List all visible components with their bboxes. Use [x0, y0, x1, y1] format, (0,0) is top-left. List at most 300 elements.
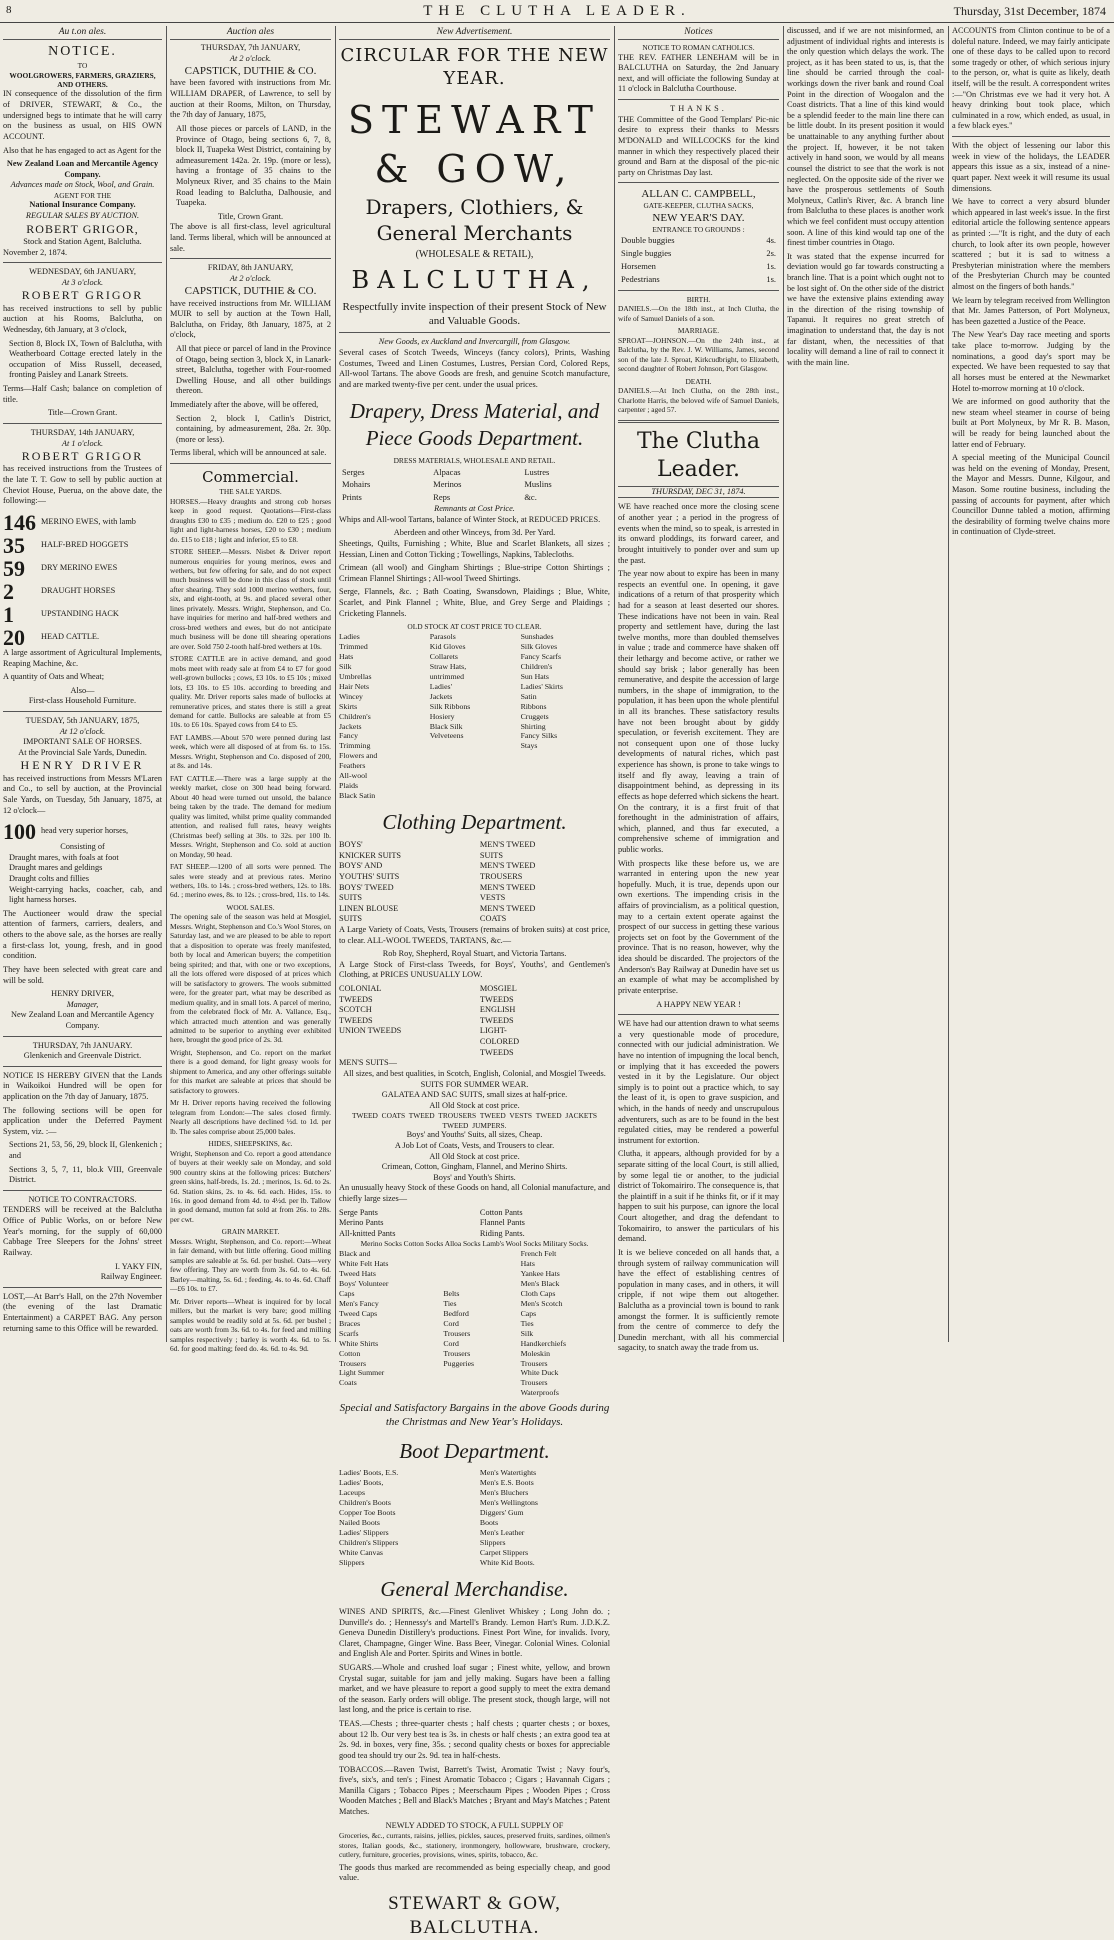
fee-value: 2s.: [766, 248, 776, 259]
dress-item: Merinos: [433, 479, 462, 490]
lot-label: MERINO EWES, with lamb: [41, 516, 136, 526]
list-column: [339, 840, 469, 925]
list-column: [339, 1208, 469, 1240]
lot-label: head very superior horses,: [41, 826, 129, 836]
column-rule: [335, 26, 336, 1342]
notice-addressees: WOOLGROWERS, FARMERS, GRAZIERS, AND OTHERS.: [9, 70, 156, 89]
gatekeeper-role: GATE-KEEPER, CLUTHA SACKS,: [643, 201, 754, 211]
list-item: Parasols: [429, 631, 456, 641]
list-item: White Shirts: [339, 1338, 379, 1348]
merchandise-line: Groceries, &c., currants, raisins, jellies, pickles, sauces, preserved fruits, sardines, oilmen's stores, Italian goods, &c., stationery, ironmongery, hollowware, brushware, crockery, cutlery, furniture, groceries, provisions, wines, spirits, tobacco, &c.: [339, 1831, 610, 1860]
death-heading: DEATH.: [685, 376, 712, 386]
birth-notice: DANIELS.—On the 18th inst., at Inch Clutha, the wife of Samuel Daniels of a son.: [618, 304, 779, 323]
list-column: [430, 632, 519, 801]
list-item: Cord Trousers: [443, 1338, 471, 1358]
list-item: Straw Hats, untrimmed: [429, 661, 467, 681]
list-item: Scarfs: [339, 1328, 359, 1338]
list-item: BOYS' AND YOUTHS' SUITS: [339, 861, 400, 881]
list-item: Ladies' Boots, E.S.: [339, 1468, 399, 1478]
commercial-subheading: WOOL SALES.: [226, 902, 275, 912]
insurance-name: National Insurance Company.: [29, 200, 136, 210]
list-item: Flowers and Feathers: [339, 751, 378, 771]
commercial-subheading: GRAIN MARKET.: [221, 1227, 280, 1237]
list-item: Moleskin Trousers: [520, 1348, 551, 1368]
list-item: Serge Pants: [339, 1207, 378, 1217]
dress-item: Alpacas: [433, 466, 461, 477]
column-heading: Notices: [618, 26, 779, 40]
ad-invitation: Respectfully invite inspection of their present Stock of New and Valuable Goods.: [342, 301, 607, 328]
lot-row: [3, 556, 162, 579]
editorial-masthead: The Clutha Leader.: [636, 428, 761, 482]
auctioneer-name: CAPSTICK, DUTHIE & CO.: [184, 285, 317, 298]
list-item: Cruggets Shirting: [520, 711, 549, 731]
list-item: Silk Gloves: [520, 641, 558, 651]
list-item: MEN'S TWEED TROUSERS: [479, 861, 536, 881]
ad-firm-name: STEWART & GOW,: [347, 98, 601, 191]
list-item: Men's Leather Slippers: [479, 1528, 525, 1548]
signature-company: New Zealand Loan and Mercantile Agency Company.: [10, 1010, 155, 1030]
column-heading: Auction ales: [170, 26, 331, 40]
lot-number: 1: [3, 601, 14, 627]
notice-paragraph: IN consequence of the dissolution of the firm of DRIVER, STEWART, & Co., the undersigned begs to intimate that he will carry on the business as usual, on HIS OWN ACCOUNT.: [3, 89, 162, 141]
list-item: MEN'S TWEED VESTS: [479, 882, 536, 903]
auctioneer-name: CAPSTICK, DUTHIE & CO.: [184, 65, 317, 78]
fee-label: Double buggies: [621, 235, 675, 246]
list-item: Children's Sun Hats: [520, 661, 553, 681]
sale-list: Draught mares, with foals at foot Draught mares and geldings Draught colts and fillies Weight-carrying hacks, coacher, cab, and light harness horses.: [9, 852, 162, 905]
list-item: White Kid Boots.: [479, 1558, 535, 1568]
ad-line: TWEED COATS TWEED TROUSERS TWEED VESTS TWEED JACKETS TWEED JUMPERS.: [351, 1111, 598, 1130]
sale-lot: All those pieces or parcels of LAND, in the Province of Otago, being sections 6, 7, 8, block II, Tuapeka West District, containing by admeasurement 142a. 2r. 19p. (more or less), having a frontage of 35 chains to the Molyneux River, and 35 chains to the Main Road leading to Balclutha, Dalhousie, and Tuapeka.: [176, 123, 331, 208]
list-item: COLONIAL TWEEDS: [339, 984, 382, 1004]
market-report: FAT SHEEP.—1200 of all sorts were penned. The sales were steady and at previous rates. Merino wethers, 10s. to 14s. ; cross-bred wethers, 12s. to 18s. 6d. ; merino ewes, 8s. to 12s. ; cross-bred, 11s. to 14s.: [170, 862, 331, 900]
dress-item: Reps: [433, 492, 451, 503]
ad-line: Boys' and Youth's Shirts.: [433, 1172, 516, 1182]
list-item: Silk Handkerchiefs: [520, 1328, 567, 1348]
sale-text: Immediately after the above, will be offered,: [170, 399, 319, 409]
dress-item: Lustres: [524, 466, 550, 477]
fee-value: 1s.: [766, 261, 776, 272]
also-line: A large assortment of Agricultural Implements, Reaping Machine, &c.: [3, 647, 162, 668]
table-row: [618, 260, 779, 273]
newly-added: NEWLY ADDED TO STOCK, A FULL SUPPLY OF: [385, 1820, 564, 1830]
news-paragraph: We learn by telegram received from Wellington that Mr. James Patterson, of Port Molyneux, has been gazetted a Justice of the Peace.: [952, 295, 1110, 326]
merchandise-line: TEAS.—Chests ; three-quarter chests ; half chests ; quarter chests ; or boxes, about 12 lb. Our very best tea is 3s. in chests or half chests ; an extra good tea at 2s. 9d. in boxes, very fine, 35s. ; second quality chests or boxes for appreciable good tea should try our 2s. 9d. tea in half-chests.: [339, 1719, 610, 1760]
editorial-paragraph: WE have had our attention drawn to what seems a very questionable mode of procedure, connected with our judicial administration. We have no intention of impugning the local bench, or implying that it has exceeded the powers vested in it by the Legislature. Our object simply is to point out a practice which, to say the least of it, is open to grave suspicion, and which, in the hands of needy and unscrupulous adventurers, such as are to be found in the best regulated cities, may be rendered a powerful instrument for extortion.: [618, 1019, 779, 1145]
auctioneer-name: ROBERT GRIGOR: [21, 449, 144, 464]
news-paragraph: We have to correct a very absurd blunder which appeared in last week's issue. In the first editorial article the following sentence appears as printed :—"It is right, and the duty of each church, to look after its own people, however scattered ; but it is sad to witness a Presbyterian ministration where the members of the Presbyterian Church may be counted almost on the fingers of both hands.": [952, 197, 1110, 292]
list-column: [480, 1468, 610, 1568]
lot-row: [3, 533, 162, 556]
dress-item: Prints: [342, 492, 362, 503]
sale-terms: Terms—Half Cash; balance on completion of title.: [3, 384, 162, 404]
list-item: Carpet Slippers: [479, 1548, 529, 1558]
list-item: Velveteens: [429, 731, 464, 741]
editorial-paragraph: discussed, and if we are not misinformed, an adjustment of individual rights and interests is the only question which delays the work. The project, as it has been stated to us, is, that the line should be carried through the coal-workings down the river bank and round Coal Point in the direction of Woogalon and the Coast districts. That a line of this kind would be a splendid feeder to the main line there can be little doubt. In its present position it would be unattainable to any anything further about the project. If, however, it be not taken actively in hand soon, we would by all means counsel the district to see that the work is not neglected. On the opposite side of the river we have the prosperous settlements of South Molyneux, Catlin's River, &c. A branch line from Balclutha to these places is another work which we feel confident must occupy attention soon. A line of this kind would tap one of the finest timber countries in Otago.: [787, 26, 944, 248]
ad-line: Sheetings, Quilts, Furnishing ; White, Blue and Scarlet Blankets, all sizes ; Hessian, Linen and Cotton Ticking ; Towellings, Napkins, Tablecloths.: [339, 539, 610, 559]
general-merchandise-heading: General Merchandise.: [380, 1577, 569, 1602]
market-report: FAT CATTLE.—There was a large supply at the weekly market, close on 300 head being forward. About 40 head were turned out unsold, the balance being taken by the trade. The demand for medium quality was limited, whilst prime quality commanded attention, and realised full rates, heavy weights (Christmas beef) selling at 30s. to 32s. per 100 lb. Messrs. Wright, Stephenson and Co. sold at auction on Monday, 90 head.: [170, 773, 331, 859]
notice-paragraph: Also that he has engaged to act as Agent for the: [3, 145, 162, 155]
ad-intro: Several cases of Scotch Tweeds, Winceys (fancy colors), Prints, Washing Costumes, Tweed and Linen Costumes, Lustres, Persian Cord, Colored Reps, All-wool Tartans. The above Goods are fresh, and genuine Scotch manufacture, and are marked twenty-five per cent. under the usual prices.: [339, 347, 610, 389]
notice-text: THE REV. FATHER LENEHAM will be in BALCLUTHA on Saturday, the 2nd January next, and will officiate the following Sunday at 11 o'clock in Balclutha Courthouse.: [618, 52, 779, 94]
contractors-heading: NOTICE TO CONTRACTORS.: [28, 1194, 137, 1204]
list-item: Puggeries: [443, 1358, 475, 1368]
lot-number: 20: [3, 624, 25, 650]
list-item: Flannel Pants: [479, 1218, 525, 1228]
list-item: French Felt Hats: [520, 1248, 557, 1268]
remnants-line: Remnants at Cost Price.: [434, 504, 515, 514]
list-item: Sunshades: [520, 631, 554, 641]
fee-label: Horsemen: [621, 261, 656, 272]
list-item: Hosiery: [429, 711, 455, 721]
sale-date: THURSDAY, 7th JANUARY,: [200, 43, 301, 53]
list-item: Men's E.S. Boots: [479, 1478, 534, 1488]
sale-text: Glenkenich and Greenvale District.: [23, 1051, 142, 1061]
marriage-notice: SPROAT—JOHNSON.—On the 24th inst., at Balclutha, by the Rev. J. W. Williams, James, second son of the late J. Sproat, Kirkcudbright, to Elizabeth, second daughter of Robert Johnson, Port Glasgow.: [618, 335, 779, 374]
also-line: First-class Household Furniture.: [28, 696, 137, 706]
list-item: Belts: [443, 1288, 460, 1298]
list-item: Men's Bluchers: [479, 1488, 529, 1498]
list-item: Yankee Hats: [520, 1268, 560, 1278]
lot-number: 35: [3, 532, 25, 558]
ad-line: All Old Stock at cost price.: [429, 1100, 520, 1110]
notice-to: TO: [77, 61, 88, 71]
column-editorial-cont: [787, 26, 944, 1342]
ad-note: The goods thus marked are recommended as being especially cheap, and good value.: [339, 1862, 610, 1883]
lot-number: 100: [3, 818, 36, 844]
editorial-paragraph: The year now about to expire has been in many respects an eventful one. In opening, it gave indications of a return of that prosperity which had for a season at least deserted our shores. These indications have not been in vain. Real property and settlement have, during the last twelve months, more than doubled themselves in value ; trade and commerce have shaken off their lethargy and become active, or rather we should say brisk ; labor generally has been remunerative, and despite the accession of large numbers, in the shape of immigration, to the population, it has been upon the whole plentiful in all its branches. These satisfactory results have not been brought about by giddy speculation, or feverish excitement. They are not consequent upon one of those lucky developments of natural riches, which past experience has shown, is prone to take wings to itself and fly away, leaving a train of disappointment behind, as depressing in its effects as hope deferred which sickens the heart. On the contrary, it is a first fruit of that forethought in the administration of affairs, which, planned, and thus far executed, a comprehensive scheme of immigration and public works.: [618, 569, 779, 854]
ad-line: Rob Roy, Shepherd, Royal Stuart, and Victoria Tartans.: [382, 949, 567, 959]
sale-time: At 2 o'clock.: [229, 273, 272, 283]
editorial-date: THURSDAY, DEC 31, 1874.: [618, 486, 779, 499]
sale-date: TUESDAY, 5th JANUARY, 1875,: [25, 715, 140, 725]
list-item: Children's Jackets: [339, 711, 371, 731]
gatekeeper-name: ALLAN C. CAMPBELL,: [641, 188, 756, 201]
list-item: MOSGIEL TWEEDS: [479, 984, 517, 1004]
list-item: Copper Toe Boots: [339, 1508, 396, 1518]
editorial-paragraph: It is we believe conceded on all hands that, a through system of railway communication will have the effect of establishing centres of population in many cases, and in others, it will cripple, if not wipe them out altogether. Balclutha as a provincial town is bound to rank amongst the former. It is sufficiently remote from the centre of commerce to defy the Dunedin merchant, with all his commercial sagacity, to snatch away the trade from us.: [618, 1247, 779, 1353]
commercial-heading: Commercial.: [202, 468, 299, 487]
clothing-department-heading: Clothing Department.: [382, 810, 567, 835]
sale-text: has received instructions from the Trustees of the late T. T. Gow to sell by public auction at Cheviot House, Puerua, on the above date, the following:—: [3, 464, 162, 506]
commercial-subheading: HIDES, SHEEPSKINS, &c.: [208, 1139, 293, 1149]
column-rule: [783, 26, 784, 1342]
sale-lot: Section 2, block I, Catlin's District, containing, by admeasurement, 28a. 2r. 30p. (more or less).: [176, 413, 331, 444]
list-item: Black Silk: [429, 721, 463, 731]
tweeds-list: [339, 984, 610, 1058]
list-column: [339, 984, 469, 1058]
commercial-subheading: THE SALE YARDS.: [219, 487, 282, 497]
ad-wholesale: (WHOLESALE & RETAIL),: [415, 248, 534, 260]
market-report: Wright, Stephenson, and Co. report on the market there is a good demand, for light greasy wools for shipment to America, and any other offerings suitable for this market are saleable at prices that should be satisfactory to growers.: [170, 1047, 331, 1095]
editorial-paragraph: WE have reached once more the closing scene of another year ; a period in the progress of events when the mind, so to speak, is arrested in its onward ploddings, its forward career, and brought intuitively to ponder over and sum up the past.: [618, 502, 779, 565]
sale-place: At the Provincial Sale Yards, Dunedin.: [18, 747, 147, 757]
list-column: [521, 632, 610, 801]
clothing-suits-list: [339, 840, 610, 925]
signature-role: Manager,: [66, 999, 99, 1009]
sale-text: The above is all first-class, level agricultural land. Terms liberal, which will be announced at sale.: [170, 222, 331, 253]
sale-time: At 3 o'clock.: [61, 277, 104, 287]
list-item: Fancy Trimming: [339, 731, 371, 751]
ad-line: All Old Stock at cost price.: [429, 1151, 520, 1161]
list-item: LINEN BLOUSE SUITS: [339, 903, 399, 924]
ad-line: Boys' and Youths' Suits, all sizes, Cheap.: [406, 1130, 543, 1140]
auctioneer-name: HENRY DRIVER: [20, 758, 145, 773]
list-item: All-wool Plaids: [339, 771, 368, 791]
ad-line: All sizes, and best qualities, in Scotch, English, Colonial, and Mosgiel Tweeds.: [343, 1068, 606, 1078]
ad-circular-title: CIRCULAR FOR THE NEW YEAR.: [340, 45, 609, 90]
notice-heading: NOTICE.: [48, 44, 117, 60]
list-item: White Duck Trousers: [520, 1368, 559, 1388]
market-report: STORE CATTLE are in active demand, and good mobs meet with ready sale at from £4 to £7 for good well-grown bullocks ; cows, £3 10s. to £5 10s ; mixed lots, £3 10s. to £5 10s. according to breeding and quality. Mr. Driver reports sales made of bullocks at remunerative prices, and states there is still a great demand for cattle. Bullocks are saleable at from £5 10s. to £6 10s. Spayed cows from £4 to £5.: [170, 654, 331, 730]
list-item: Merino Pants: [339, 1218, 384, 1228]
lot-label: UPSTANDING HACK: [41, 608, 119, 618]
lot-row: [3, 579, 162, 602]
merchandise-line: SUGARS.—Whole and crushed loaf sugar ; Finest white, yellow, and brown Crystal sugar, suitable for jam and jelly making. Sugars have been a falling market, and we have pleasure to report a good supply to meet the extra demand of the season. Early orders will oblige. The present stock, though large, will not last long, and the price is certain to rise.: [339, 1663, 610, 1715]
ad-line: Crimean, Cotton, Gingham, Flannel, and Merino Shirts.: [381, 1162, 568, 1172]
signature: HENRY DRIVER,: [51, 989, 114, 999]
sale-text: have received instructions from Mr. WILLIAM MUIR to sell by auction at the Town Hall, Balclutha, on Friday, 8th January, 1875, at 2 o'clock,: [170, 298, 331, 340]
lot-number: 59: [3, 555, 25, 581]
list-column: [521, 1249, 610, 1399]
boots-list: [339, 1468, 610, 1568]
lot-row: [3, 602, 162, 625]
notice-date: November 2, 1874.: [3, 247, 68, 257]
lot-number: 146: [3, 509, 36, 535]
list-item: SCOTCH TWEEDS: [339, 1005, 373, 1025]
lot-label: DRAUGHT HORSES: [41, 585, 116, 595]
list-item: Ties: [443, 1298, 457, 1308]
dress-item: &c.: [524, 492, 537, 503]
list-item: Ladies Trimmed Hats: [339, 631, 368, 661]
ad-new-goods: New Goods, ex Auckland and Invercargill, from Glasgow.: [378, 337, 571, 347]
fee-value: 1s.: [766, 274, 776, 285]
lot-row: [3, 819, 162, 842]
ad-line: Serge, Flannels, &c. ; Bath Coating, Swansdown, Plaidings ; Blue, White, Scarlet, and Pink Flannel ; White, Blue, and Grey Serge and Plaidings ; Cricketing Flannels.: [339, 587, 610, 618]
dress-materials-heading: DRESS MATERIALS, WHOLESALE AND RETAIL.: [393, 456, 556, 466]
list-item: Children's Slippers: [339, 1538, 399, 1548]
list-item: Ladies' Slippers: [339, 1528, 389, 1538]
ad-town: BALCLUTHA,: [351, 266, 598, 295]
market-report: Mr H. Driver reports having received the following telegram from London:—The sales closed firmly. Nearly all descriptions have declined ½d. to 1d. per lb. The sales comprise about 25,000 bales.: [170, 1098, 331, 1136]
list-item: Cotton Trousers: [339, 1348, 367, 1368]
old-stock-list: [339, 632, 610, 801]
merchandise-line: TOBACCOS.—Raven Twist, Barrett's Twist, Aromatic Twist ; Navy four's, five's, six's, and ten's ; Finest Aromatic Tobacco ; Cigars ; Havannah Cigars ; Manilla Cigars ; Tobacco Pipes ; Meerschaum Pipes ; Wooden Pipes ; Cross Wooden Matches ; Bell and Black's Matches ; Bryant and May's Matches ; Patent Matches.: [339, 1764, 610, 1816]
lot-row: [3, 510, 162, 533]
ad-line: A Job Lot of Coats, Vests, and Trousers to clear.: [394, 1140, 555, 1150]
tenders-text: TENDERS will be received at the Balclutha Office of Public Works, on or before New Year's morning, for the supply of 60,000 Cabbage Tree Sleepers for the Johns' street Railway.: [3, 1205, 162, 1257]
list-item: Hair Nets: [339, 681, 370, 691]
sale-heading: IMPORTANT SALE OF HORSES.: [23, 737, 142, 747]
market-report: The opening sale of the season was held at Mosgiel, Messrs. Wright, Stephenson and Co.'s Wool Stores, on Saturday last, and we are pleased to be able to report that a disposition to operate was freely manifested, both by local and American buyers; the competition being spirited; and that, with one or two exceptions, all the lots offered were disposed of at prices which will be satisfactory to growers. The wools submitted were, for the greater part, what may be described as medium quality, and in small lots. A parcel of merino, from the celebrated flock of Mr. A. Vallance, Esq., which attracted much attention and was generally admitted to be superior to anything ever exhibited here, brought the good price of 2s. 3d.: [170, 912, 331, 1045]
list-item: Black Satin: [339, 791, 376, 801]
column-notices: [618, 26, 779, 1353]
list-item: Fancy Silks: [520, 731, 558, 741]
column-local-news: [952, 26, 1110, 1342]
list-item: Ladies' Boots, Laceups: [339, 1478, 384, 1498]
signature-role: Railway Engineer.: [100, 1272, 162, 1282]
also-line: Also—: [70, 685, 95, 695]
masthead: [0, 0, 1114, 23]
dress-item: Muslins: [524, 479, 552, 490]
pants-list: [339, 1208, 610, 1240]
land-notice: Sections 21, 53, 56, 29, block II, Glenkenich ; and: [9, 1140, 162, 1161]
land-notice: NOTICE IS HEREBY GIVEN that the Lands in Waikoikoi Hundred will be open for application on the 7th day of January, 1875.: [3, 1070, 162, 1101]
fee-label: Single buggies: [621, 248, 672, 259]
list-item: Collarets: [429, 651, 458, 661]
sale-title: Title—Crown Grant.: [47, 408, 118, 418]
lost-notice: LOST,—At Barr's Hall, on the 27th November (the evening of the last Dramatic Entertainment) a CARPET BAG. Any person returning same to this Office will be rewarded.: [3, 1291, 162, 1333]
list-item: Silk Umbrellas: [339, 661, 372, 681]
lot-label: HEAD CATTLE.: [41, 631, 100, 641]
list-item: Satin Ribbons: [520, 691, 547, 711]
list-item: BOYS' KNICKER SUITS: [339, 840, 401, 860]
ad-line: A Large Variety of Coats, Vests, Trousers (remains of broken suits) at cost price, to clear. ALL-WOOL TWEEDS, TARTANS, &c.—: [339, 925, 610, 945]
page-number: 8: [6, 4, 12, 16]
list-item: Bedford Cord Trousers: [443, 1308, 471, 1338]
dress-materials-table: [339, 466, 610, 505]
column-auctions-2: [170, 26, 331, 1353]
issue-date: Thursday, 31st December, 1874: [953, 4, 1106, 18]
ad-line: GALATEA AND SAC SUITS, small sizes at half-price.: [381, 1090, 568, 1100]
sale-text: has received instructions to sell by public auction at his Rooms, Balclutha, on Wednesday, 6th January, at 3 o'clock,: [3, 303, 162, 335]
list-item: Kid Gloves: [429, 641, 466, 651]
lot-row: [3, 625, 162, 648]
land-notice: Sections 3, 5, 7, 11, blo.k VIII, Greenvale District.: [9, 1164, 162, 1185]
column-auctions-1: [3, 26, 162, 1342]
dress-item: Serges: [342, 466, 365, 477]
sale-time: At 2 o'clock.: [229, 53, 272, 63]
fee-label: Pedestrians: [621, 274, 660, 285]
list-item: Men's Fancy Tweed Caps: [339, 1298, 379, 1318]
table-row: [618, 247, 779, 260]
list-item: Men's Wellingtons: [479, 1498, 538, 1508]
list-column: [480, 840, 610, 925]
column-advertisement: [339, 26, 610, 1939]
boot-department-heading: Boot Department.: [399, 1438, 550, 1463]
sale-lot: Section 8, Block IX, Town of Balclutha, with Weatherboard Cottage erected lately in the occupation of Miss Russell, deceased, fronting Paisley and Lanark Streets.: [9, 338, 162, 380]
editorial-paragraph: Clutha, it appears, although provided for by a separate sitting of the local Court, is still allied, by some legal tie or another, to the judicial district of Tokomairiro. The consequence is, that the plaintiff in a suit if he thinks fit, or if it may happen to suit his purpose, can ignore the local Court altogether, and drag the defendant to Tokomairiro, to answer the particulars of his demand.: [618, 1149, 779, 1244]
list-item: Waterproofs: [520, 1388, 559, 1398]
sale-time: At 1 o'clock.: [61, 438, 104, 448]
list-item: Silk Ribbons: [429, 701, 471, 711]
list-item: Tweed Hats: [339, 1268, 376, 1278]
sale-text: have been favored with instructions from Mr. WILLIAM DRAPER, of Lawrence, to sell by auction at their Rooms, Milton, on Thursday, the 7th day of January, 1875,: [170, 78, 331, 120]
table-row: [618, 273, 779, 286]
marriage-heading: MARRIAGE.: [677, 326, 720, 336]
sale-title: Title, Crown Grant.: [217, 211, 284, 221]
birth-heading: BIRTH.: [686, 294, 711, 304]
list-column: [480, 1208, 610, 1240]
regular-sales: REGULAR SALES BY AUCTION.: [25, 211, 140, 221]
agent-role: Stock and Station Agent, Balclutha.: [23, 237, 142, 246]
lot-label: HALF-BRED HOGGETS: [41, 539, 129, 549]
ad-firm-trade: Drapers, Clothiers, & General Merchants: [365, 195, 584, 246]
agent-for: AGENT FOR THE: [53, 190, 112, 200]
ad-line: Merino Socks Cotton Socks Alloa Socks Lamb's Wool Socks Military Socks.: [360, 1239, 589, 1249]
merchandise-line: WINES AND SPIRITS, &c.—Finest Glenlivet Whiskey ; Long John do. ; Dunville's do. ; Hennessy's and Martell's Brandy. Lemon Hart's Rum. J.D.K.Z. Geneva Dunedin Distillery's productions. Finest Port Wine, for invalids. Ivory, Claret, Champagne, Ginger Wine. Bass Beer, Vinegar. Colonial Wines. Colonial and English Ale and Porter. Spirits and Wines in bottle.: [339, 1606, 610, 1659]
sale-text: They have been selected with great care and will be sold.: [3, 964, 162, 985]
sale-time: At 12 o'clock.: [59, 726, 106, 736]
sale-terms: Terms liberal, which will be announced at sale.: [170, 448, 327, 458]
list-item: White Canvas Slippers: [339, 1548, 383, 1568]
special-bargains: Special and Satisfactory Bargains in the above Goods during the Christmas and New Year's Holidays.: [339, 1402, 610, 1429]
news-paragraph: The New Year's Day race meeting and sports take place to-morrow. Judging by the nominations, a good day's sport may be expected. We have been requested to say that all horses must be entered at the Newmarket Hotel to-morrow morning at 10 o'clock.: [952, 330, 1110, 393]
column-rule: [948, 26, 949, 1342]
land-notice: The following sections will be open for application under the Deferred Payment System, viz. :—: [3, 1105, 162, 1136]
ad-line: An unusually heavy Stock of these Goods on hand, all Colonial manufacture, and chiefly large sizes—: [339, 1183, 610, 1203]
list-item: Light Summer Coats: [339, 1368, 385, 1388]
list-item: Men's Black Cloth Caps: [520, 1278, 560, 1298]
list-item: MEN'S TWEED SUITS: [479, 840, 536, 860]
news-paragraph: We are informed on good authority that the new steam wheel steamer in course of being built at Port Molyneux, by Mr R. B. Mason, will be ready for being launched about the latter end of February.: [952, 397, 1110, 449]
news-paragraph: A special meeting of the Municipal Council was held on the evening of Monday, Present, the Mayor and Messrs. Dunne, Kilgour, and Mason. Some routine business, including the passing of accounts for payment, after which Councillor Dunne tabled a motion, affirming the desirability of forming twelve chains more in continuation of Clyde-street.: [952, 453, 1110, 537]
hats-list: [339, 1249, 610, 1399]
list-item: Nailed Boots: [339, 1518, 380, 1528]
column-rule: [614, 26, 615, 1342]
newspaper-title: THE CLUTHA LEADER.: [423, 3, 691, 19]
list-item: BOYS' TWEED SUITS: [339, 882, 394, 903]
list-item: Riding Pants.: [479, 1228, 525, 1238]
ad-line: SUITS FOR SUMMER WEAR.: [420, 1079, 529, 1089]
column-heading: New Advertisement.: [339, 26, 610, 40]
editorial-paragraph: It was stated that the expense incurred for deviation would go far towards constructing a branch line. That is a point which ought not to be lost sight of. On the other side of the district we have the extensive plains extending away in the direction of the rising township of Tapanui. It requires no great stretch of imagination to understand that, the day is not far distant, when, the necessities of that locality will demand a line of rail to connect it with the main line.: [787, 251, 944, 367]
death-notice: DANIELS.—At Inch Clutha, on the 28th inst., Charlotte Harris, the beloved wife of Samuel Daniels, carpenter ; aged 57.: [618, 386, 779, 415]
list-item: Children's Boots: [339, 1498, 391, 1508]
list-item: Ladies' Skirts: [520, 681, 563, 691]
auctioneer-name: ROBERT GRIGOR: [21, 288, 144, 303]
ad-line: Whips and All-wool Tartans, balance of Winter Stock, at REDUCED PRICES.: [339, 514, 601, 524]
list-item: Ladies' Jackets: [429, 681, 453, 701]
lot-number: 2: [3, 578, 14, 604]
sale-lot: All that piece or parcel of land in the Province of Otago, being section 3, block X, in Lanark-street, Balclutha, together with Four-roomed Dwelling House, and all other buildings thereon.: [176, 343, 331, 396]
list-item: MEN'S TWEED COATS: [479, 903, 536, 924]
list-column: [339, 1468, 469, 1568]
sale-date: FRIDAY, 8th JANUARY,: [207, 263, 294, 273]
signature: I. YAKY FIN,: [115, 1261, 162, 1271]
list-column: [339, 1249, 442, 1399]
sale-text: has received instructions from Messrs M'Laren and Co., to sell by auction, at the Provincial Sale Yards, on Tuesday, 5th January, 1875, at 12 o'clock—: [3, 773, 162, 815]
table-row: [618, 234, 779, 247]
list-item: Ties: [520, 1318, 534, 1328]
list-item: Stays: [520, 741, 538, 751]
agent-name: ROBERT GRIGOR,: [26, 221, 139, 236]
sale-date: THURSDAY, 14th JANUARY,: [30, 427, 135, 437]
market-report: Wright, Stephenson and Co. report a good attendance of buyers at their weekly sale on Monday, and sold 900 country skins at the following prices: Butchers' green skins, half-breds, 1s. 2d. ; merinos, 1s. 6d. to 2s. 6d. Station skins, 2s. to 4s. 6d. each. Hides, 15s. to 16s. in good demand from 4d. to 4½d. per lb. Tallow in good demand, mutton fat sold at from 26s. to 28s. per cwt.: [170, 1148, 331, 1224]
list-item: Diggers' Gum Boots: [479, 1508, 524, 1528]
dress-item: Mohairs: [342, 479, 371, 490]
agency-name: New Zealand Loan and Mercantile Agency Company.: [6, 159, 159, 179]
old-stock-heading: OLD STOCK AT COST PRICE TO CLEAR.: [407, 622, 542, 632]
editorial-greeting: A HAPPY NEW YEAR !: [656, 999, 741, 1009]
list-column: [480, 984, 610, 1058]
list-item: Men's Scotch Caps: [520, 1298, 563, 1318]
market-report: HORSES.—Heavy draughts and strong cob horses keep in good request. Quotations—First-class draughts £30 to £35 ; medium do. £20 to £25 ; good light and light-harness horses, £20 to £30 ; medium do. £15 to £18 ; light and inferior, £5 to £8.: [170, 496, 331, 544]
entrance-fees-table: [618, 234, 779, 286]
ad-line: Aberdeen and other Winceys, from 3d. Per Yard.: [393, 528, 556, 538]
news-paragraph: With the object of lessening our labor this week in view of the holidays, the LEADER appears this issue as a six, instead of a nine-quart paper. Next week it will resume its usual dimensions.: [952, 141, 1110, 193]
men-suits-heading: MEN'S SUITS—: [339, 1058, 397, 1068]
column-heading: Au t.on ales.: [3, 26, 162, 40]
list-item: Black and White Felt Hats: [339, 1248, 389, 1268]
sale-text: The Auctioneer would draw the special attention of farmers, carriers, dealers, and others to the above sale, as the horses are really a first-class lot, young, fresh, and in good condition.: [3, 908, 162, 961]
list-item: Braces: [339, 1318, 361, 1328]
market-report: STORE SHEEP.—Messrs. Nisbet & Driver report numerous enquiries for young merinos, ewes and wethers, but few offering for sale, and do not expect much business will be done in this class of stock until after shearing. They sold 1000 merino wethers, four, six, and eight-tooth, at 9s. and placed several other lines privately. Messrs. Wright, Stephenson, and Co. have inquiries for merino and half-bred wethers and cross-bred wethers and ewes, but do not anticipate much business will be done till shearing operations are over. Sold 750 2-tooth half-bred wethers at 10s.: [170, 547, 331, 651]
entrance-heading: ENTRANCE TO GROUNDS :: [652, 224, 745, 234]
notice-heading: THANKS.: [670, 104, 727, 114]
list-item: LIGHT-COLORED TWEEDS: [479, 1026, 520, 1057]
